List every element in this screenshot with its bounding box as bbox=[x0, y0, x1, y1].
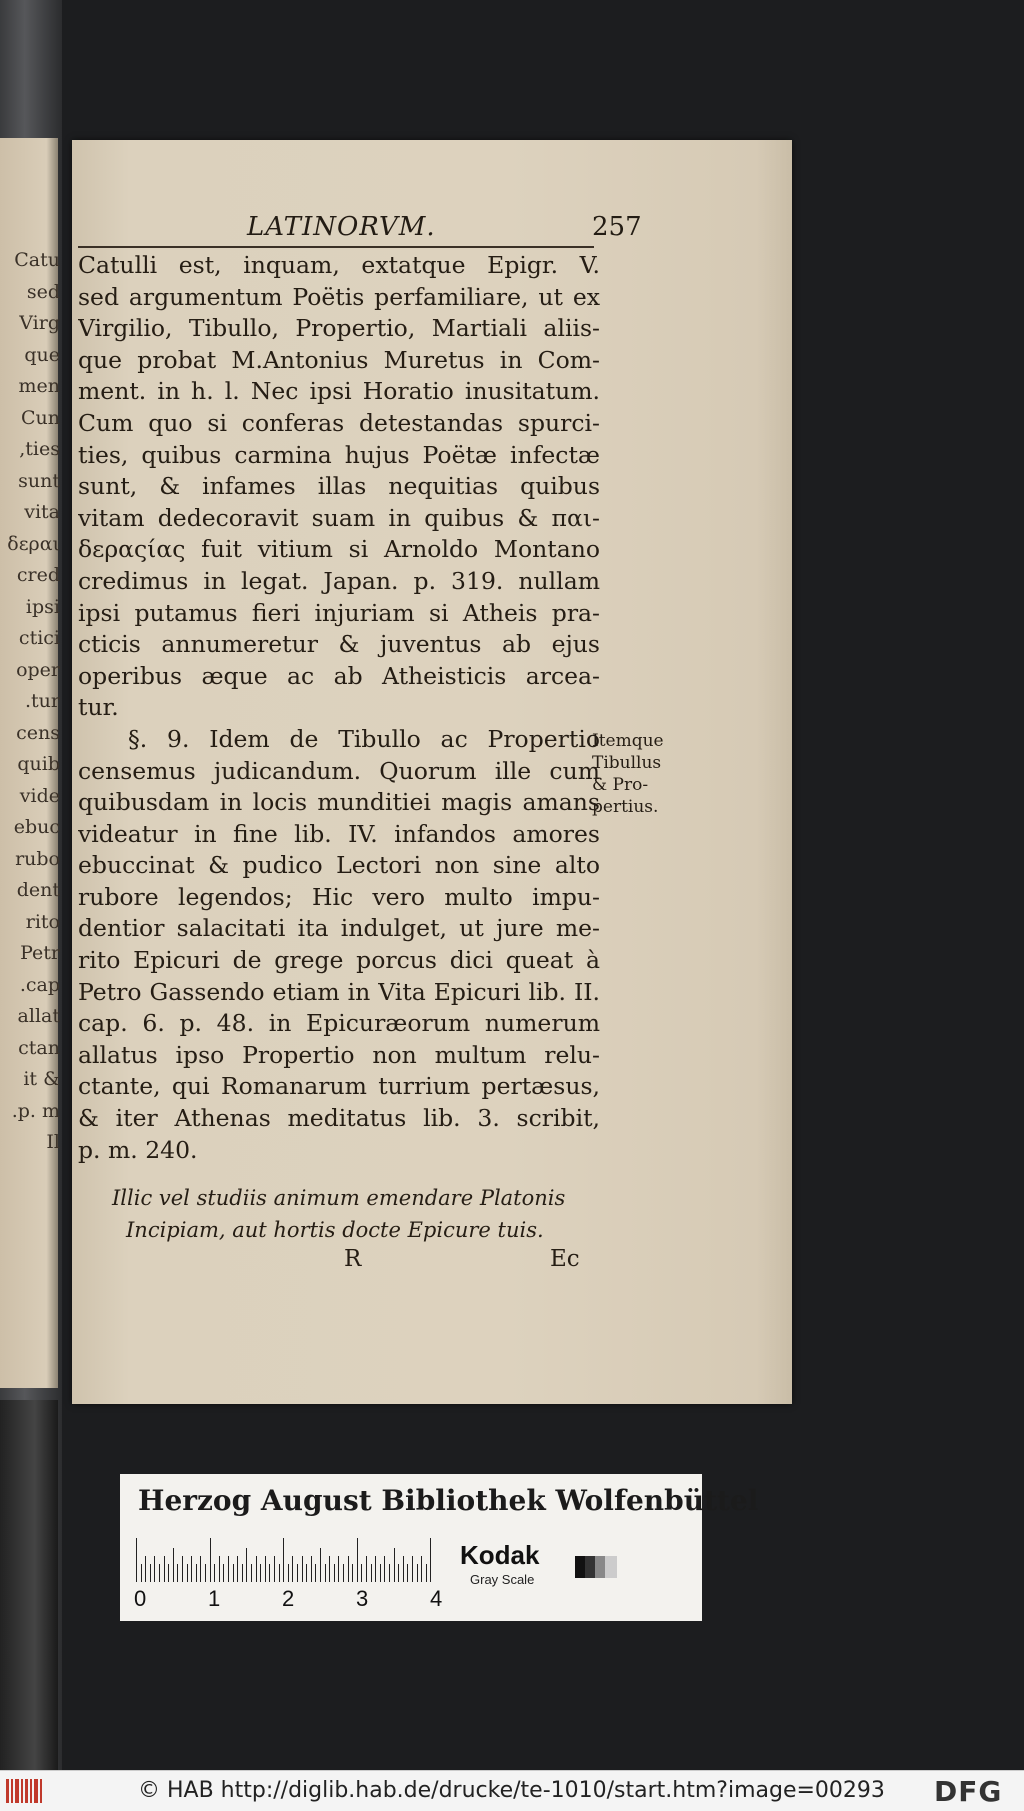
ruler-tick bbox=[200, 1556, 201, 1582]
ruler-tick bbox=[260, 1564, 261, 1582]
ruler-tick bbox=[223, 1564, 224, 1582]
ruler-number: 0 bbox=[134, 1586, 147, 1611]
facing-fragment: Virg bbox=[19, 312, 60, 334]
facing-fragment: allat bbox=[17, 1005, 60, 1027]
ruler-tick bbox=[320, 1548, 321, 1582]
ruler-tick bbox=[352, 1564, 353, 1582]
facing-fragment: rubo bbox=[15, 847, 60, 870]
text-line: que probat M.Antonius Muretus in Com- bbox=[78, 345, 600, 374]
ruler-tick bbox=[292, 1556, 293, 1582]
gray-swatch-light bbox=[605, 1556, 617, 1578]
facing-fragment: sunt bbox=[18, 469, 60, 492]
ruler-tick bbox=[196, 1564, 197, 1582]
ruler-tick bbox=[361, 1564, 362, 1582]
ruler-tick bbox=[136, 1538, 137, 1582]
marginal-line: & Pro- bbox=[592, 775, 649, 795]
text-line: dentior salacitati ita indulget, ut jure me- bbox=[78, 914, 600, 943]
text-line: δεραςίας fuit vitium si Arnoldo Montano bbox=[78, 535, 600, 564]
book-page bbox=[72, 140, 792, 1404]
running-head bbox=[72, 212, 672, 246]
ruler-tick bbox=[141, 1564, 142, 1582]
text-line: tur. bbox=[78, 693, 119, 722]
text-line: allatus ipso Propertio non multum relu- bbox=[78, 1040, 600, 1069]
ruler-tick bbox=[417, 1564, 418, 1582]
text-line: §. 9. Idem de Tibullo ac Propertio bbox=[128, 724, 600, 753]
text-line: videatur in fine lib. IV. infandos amores bbox=[78, 819, 600, 848]
ruler-tick bbox=[274, 1556, 275, 1582]
facing-fragment: que bbox=[24, 343, 60, 366]
ruler-tick bbox=[246, 1548, 247, 1582]
ruler-tick bbox=[191, 1556, 192, 1582]
facing-fragment: dent bbox=[16, 879, 60, 901]
ruler-tick bbox=[182, 1556, 183, 1582]
text-line: quibusdam in locis munditiei magis amans bbox=[78, 788, 600, 817]
facing-fragment: ipsi bbox=[25, 595, 60, 618]
marginal-note bbox=[592, 730, 692, 818]
ruler-tick bbox=[177, 1564, 178, 1582]
facing-fragment: tur. bbox=[24, 690, 60, 712]
facing-fragment: Catu bbox=[14, 249, 60, 271]
ruler-tick bbox=[375, 1556, 376, 1582]
ruler-tick bbox=[412, 1556, 413, 1582]
text-line: ctante, qui Romanarum turrium pertæsus, bbox=[78, 1072, 600, 1101]
facing-fragment: ebuc bbox=[13, 816, 60, 838]
gray-swatch-black bbox=[575, 1556, 585, 1578]
ruler-tick bbox=[269, 1564, 270, 1582]
left-book-cover bbox=[0, 1400, 58, 1770]
facing-fragment: cens bbox=[16, 721, 60, 744]
ruler-tick bbox=[421, 1556, 422, 1582]
ruler-tick bbox=[315, 1564, 316, 1582]
text-line: Cum quo si conferas detestandas spurci- bbox=[78, 408, 600, 437]
gray-swatch-mid bbox=[595, 1556, 605, 1578]
text-line: cticis annumeretur & juventus ab ejus bbox=[78, 630, 600, 659]
text-line: sunt, & infames illas nequitias quibus bbox=[78, 472, 600, 501]
gray-scale-label: Gray Scale bbox=[470, 1572, 535, 1587]
ruler-tick bbox=[302, 1556, 303, 1582]
text-line: censemus judicandum. Quorum ille cum bbox=[78, 756, 600, 785]
facing-fragment: Il bbox=[46, 1131, 60, 1153]
text-line: p. m. 240. bbox=[78, 1135, 198, 1164]
ruler-tick bbox=[233, 1564, 234, 1582]
ruler-tick bbox=[357, 1538, 358, 1582]
ruler-number: 2 bbox=[282, 1586, 295, 1611]
marginal-line: pertius. bbox=[592, 797, 659, 817]
ruler-tick bbox=[398, 1564, 399, 1582]
facing-fragment: men bbox=[18, 375, 60, 397]
ruler-tick bbox=[145, 1556, 146, 1582]
facing-fragment: Cun bbox=[20, 406, 60, 429]
text-line: & iter Athenas meditatus lib. 3. scribit, bbox=[78, 1104, 600, 1133]
page-number: 257 bbox=[592, 212, 642, 242]
ruler-tick bbox=[237, 1556, 238, 1582]
ruler-tick bbox=[343, 1564, 344, 1582]
ruler-tick bbox=[219, 1556, 220, 1582]
ruler-tick bbox=[371, 1564, 372, 1582]
ruler-tick bbox=[168, 1564, 169, 1582]
ruler-tick bbox=[426, 1564, 427, 1582]
head-rule bbox=[78, 246, 594, 248]
text-line: ebuccinat & pudico Lectori non sine alto bbox=[78, 851, 600, 880]
ruler-tick bbox=[159, 1564, 160, 1582]
ruler-tick bbox=[407, 1564, 408, 1582]
barcode-icon bbox=[6, 1779, 46, 1803]
ruler-scale bbox=[136, 1538, 436, 1582]
institution-name: Herzog August Bibliothek Wolfenbüttel bbox=[138, 1484, 759, 1517]
verse-quote bbox=[112, 1182, 592, 1246]
ruler-tick bbox=[366, 1556, 367, 1582]
text-line: Catulli est, inquam, extatque Epigr. V. bbox=[78, 251, 600, 279]
facing-page-fragments bbox=[0, 245, 60, 1159]
ruler-tick bbox=[403, 1556, 404, 1582]
text-line: cap. 6. p. 48. in Epicuræorum numerum bbox=[78, 1009, 600, 1038]
facing-fragment: Petr bbox=[20, 942, 60, 964]
quote-line: Illic vel studiis animum emendare Platonis bbox=[112, 1186, 566, 1210]
text-line: vitam dedecoravit suam in quibus & παι- bbox=[78, 503, 600, 532]
ruler-tick bbox=[384, 1556, 385, 1582]
facing-fragment: cap. bbox=[19, 973, 60, 996]
text-line: operibus æque ac ab Atheisticis arcea- bbox=[78, 661, 600, 690]
ruler-tick bbox=[334, 1564, 335, 1582]
ruler-tick bbox=[251, 1564, 252, 1582]
kodak-logo: Kodak bbox=[460, 1540, 540, 1570]
ruler-tick bbox=[256, 1556, 257, 1582]
text-line: rubore legendos; Hic vero multo impu- bbox=[78, 882, 600, 911]
facing-fragment: vita bbox=[24, 501, 60, 523]
facing-fragment: cred bbox=[16, 564, 60, 586]
facing-fragment: ctan bbox=[18, 1036, 60, 1059]
ruler-tick bbox=[297, 1564, 298, 1582]
ruler-tick bbox=[154, 1556, 155, 1582]
color-calibration-card bbox=[120, 1474, 759, 1621]
catchword: Ec bbox=[550, 1246, 580, 1272]
ruler-number: 1 bbox=[208, 1586, 221, 1611]
footer-bar bbox=[0, 1770, 1024, 1811]
ruler-tick bbox=[306, 1564, 307, 1582]
ruler-tick bbox=[311, 1556, 312, 1582]
text-line: Virgilio, Tibullo, Propertio, Martiali aliis- bbox=[78, 314, 600, 343]
ruler-tick bbox=[325, 1564, 326, 1582]
text-line: Petro Gassendo etiam in Vita Epicuri lib. II. bbox=[78, 977, 600, 1006]
facing-fragment: ctici bbox=[18, 627, 60, 649]
ruler-tick bbox=[205, 1564, 206, 1582]
marginal-line: Tibullus bbox=[592, 753, 662, 773]
signature-mark: R bbox=[344, 1246, 362, 1272]
ruler-tick bbox=[329, 1556, 330, 1582]
facing-fragment: quib bbox=[17, 753, 60, 775]
ruler-tick bbox=[214, 1564, 215, 1582]
ruler-tick bbox=[338, 1556, 339, 1582]
running-title: LATINORVM. bbox=[247, 212, 436, 242]
facing-fragment: sed bbox=[26, 280, 60, 303]
facing-fragment: vide bbox=[19, 784, 60, 807]
ruler-tick bbox=[283, 1538, 284, 1582]
ruler-tick bbox=[265, 1556, 266, 1582]
facing-fragment: p. m. bbox=[11, 1099, 60, 1122]
facing-fragment: δεραι bbox=[7, 532, 60, 555]
ruler-tick bbox=[348, 1556, 349, 1582]
text-line: ipsi putamus fieri injuriam si Atheis pra- bbox=[78, 598, 600, 627]
facing-fragment: rito bbox=[25, 910, 60, 933]
gray-swatch-dark bbox=[585, 1556, 595, 1578]
ruler-tick bbox=[380, 1564, 381, 1582]
ruler-number: 3 bbox=[356, 1586, 369, 1611]
facing-fragment: ties, bbox=[19, 438, 60, 460]
ruler-tick bbox=[173, 1548, 174, 1582]
text-line: sed argumentum Poëtis perfamiliare, ut ex bbox=[78, 282, 600, 311]
ruler-tick bbox=[242, 1564, 243, 1582]
ruler-tick bbox=[430, 1538, 431, 1582]
quote-line: Incipiam, aut hortis docte Epicure tuis. bbox=[126, 1218, 544, 1242]
text-line: rito Epicuri de grege porcus dici queat à bbox=[78, 946, 600, 975]
ruler-number: 4 bbox=[430, 1586, 443, 1611]
ruler-tick bbox=[389, 1564, 390, 1582]
text-line: ment. in h. l. Nec ipsi Horatio inusitatum. bbox=[78, 377, 600, 406]
ruler-tick bbox=[210, 1538, 211, 1582]
marginal-line: Itemque bbox=[592, 731, 664, 751]
main-text bbox=[78, 250, 600, 1166]
facing-fragment: oper bbox=[16, 658, 60, 681]
ruler-tick bbox=[164, 1556, 165, 1582]
ruler-tick bbox=[150, 1564, 151, 1582]
ruler-tick bbox=[228, 1556, 229, 1582]
facing-fragment: & it bbox=[23, 1068, 60, 1090]
dfg-logo: DFG bbox=[934, 1775, 1003, 1808]
ruler-tick bbox=[288, 1564, 289, 1582]
ruler-tick bbox=[279, 1564, 280, 1582]
ruler-tick bbox=[187, 1564, 188, 1582]
text-line: ties, quibus carmina hujus Poëtæ infectæ bbox=[78, 440, 600, 469]
text-line: credimus in legat. Japan. p. 319. nullam bbox=[78, 566, 600, 595]
source-url: © HAB http://diglib.hab.de/drucke/te-1010/start.htm?image=00293 bbox=[138, 1778, 885, 1803]
ruler-tick bbox=[394, 1548, 395, 1582]
